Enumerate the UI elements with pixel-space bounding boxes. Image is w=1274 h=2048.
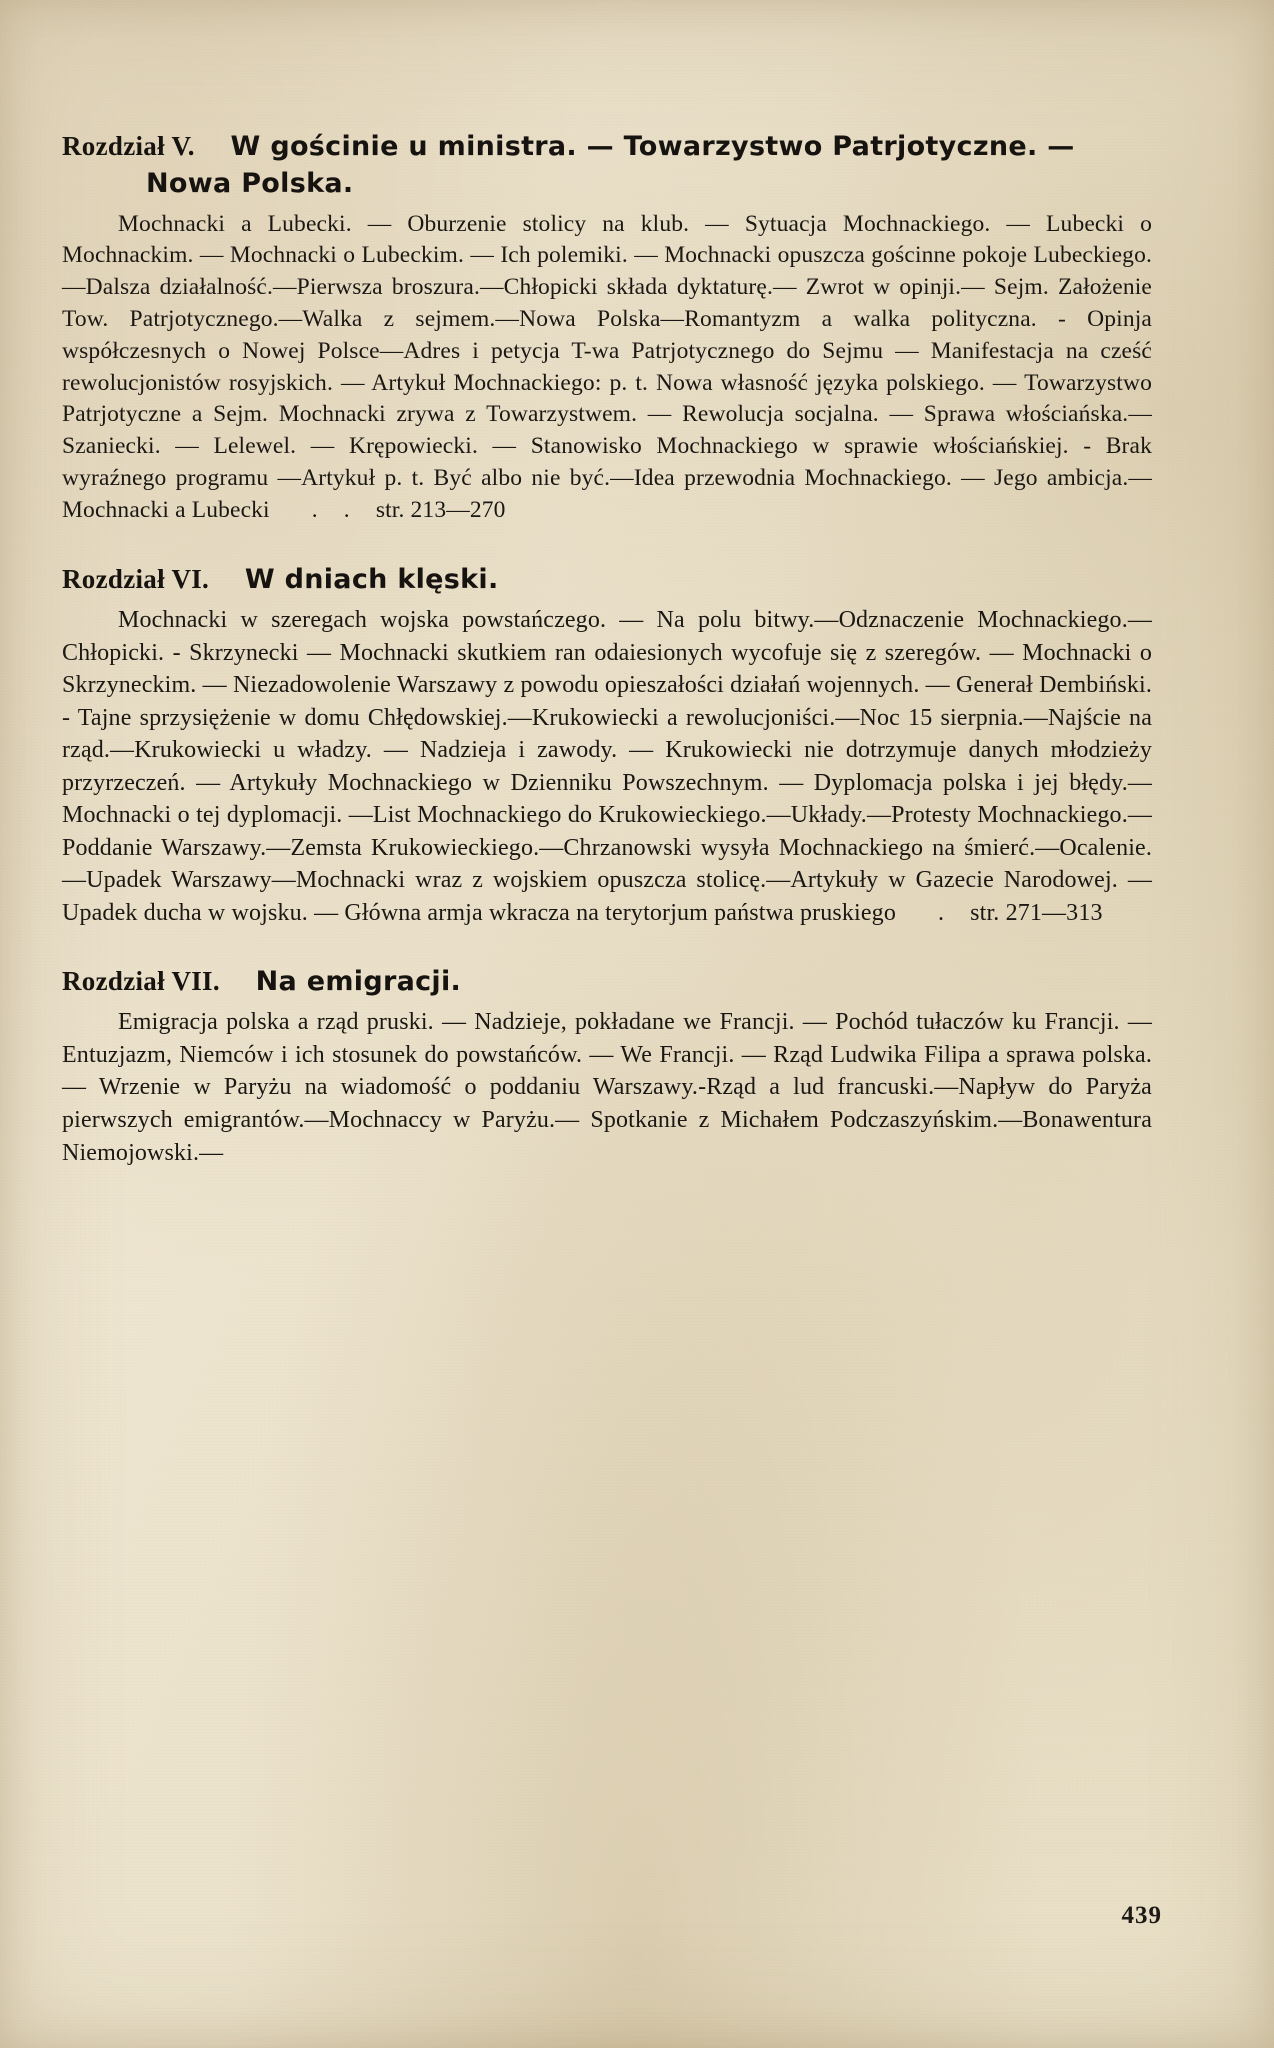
table-of-contents xyxy=(62,128,1152,1203)
chapter-summary-text-7: Emigracja polska a rząd pruski. — Nadzieje, pokładane we Francji. — Pochód tułaczów ku Francji. — Entuzjazm, Niemców i ich stosunek do powstańców. — We Francji. — Rząd Ludwika Filipa a sprawa polska. — Wrzenie w Paryżu na wiadomość o poddaniu Warszawy.-Rząd a lud francuski.—Napływ do Paryża pierwszych emigrantów.—Mochnaccy w Paryżu.— Spotkanie z Michałem Podczaszyńskim.—Bonawentura Niemojowski.— xyxy=(62,1009,1152,1166)
chapter-summary-text-5: Mochnacki a Lubecki. — Oburzenie stolicy na klub. — Sytuacja Mochnackiego. — Lubecki o Mochnackim. — Mochnacki o Lubeckim. — Ich polemiki. — Mochnacki opuszcza gościnne pokoje Lubeckiego.—Dalsza działalność.—Pierwsza broszura.—Chłopicki składa dyktaturę.— Zwrot w opinji.— Sejm. Założenie Tow. Patrjotycznego.—Walka z sejmem.—Nowa Polska—Romantyzm a walka polityczna. - Opinja współczesnych o Nowej Polsce—Adres i petycja T-wa Patrjotycznego do Sejmu — Manifestacja na cześć rewolucjonistów rosyjskich. — Artykuł Mochnackiego: p. t. Nowa własność języka polskiego. — Towarzystwo Patrjotyczne a Sejm. Mochnacki zrywa z Towarzystwem. — Rewolucja socjalna. — Sprawa włościańska.— Szaniecki. — Lelewel. — Krępowiecki. — Stanowisko Mochnackiego w sprawie włościańskiej. - Brak wyraźnego programu —Artykuł p. t. Być albo nie być.—Idea przewodnia Mochnackiego. — Jego ambicja.—Mochnacki a Lubecki xyxy=(62,210,1152,523)
chapter-pages-5: str. 213—270 xyxy=(375,496,506,523)
chapter-heading-7 xyxy=(62,963,1152,1000)
chapter-title-6: W dniach klęski. xyxy=(244,563,499,595)
chapter-title-7: Na emigracji. xyxy=(255,966,462,998)
chapter-summary-7 xyxy=(62,1006,1152,1169)
chapter-number-7: Rozdział VII. xyxy=(62,966,220,997)
chapter-pages-6: str. 271—313 xyxy=(970,899,1103,926)
chapter-heading-5 xyxy=(62,128,1152,203)
chapter-summary-6: Mochnacki w szeregach wojska powstańczego. — Na polu bitwy.—Odznaczenie Mochnackiego.—Chłopicki. - Skrzynecki — Mochnacki skutkiem ran odaiesionych wycofuje się z szeregów. — Mochnacki o Skrzyneckim. — Niezadowolenie Warszawy z powodu opieszałości działań wojennych. — Generał Dembiński. - Tajne sprzysiężenie w domu Chłędowskiej.—Krukowiecki a rewolucjoniści.—Noc 15 sierpnia.—Najście na rząd.—Krukowiecki u władzy. — Nadzieja i zawody. — Krukowiecki nie dotrzymuje danych młodzieży przyrzeczeń. — Artykuły Mochnackiego w Dzienniku Powszechnym. — Dyplomacja polska i jej błędy.— Mochnacki o tej dyplomacji. —List Mochnackiego do Krukowieckiego.—Układy.—Protesty Mochnackiego.—Poddanie Warszawy.—Zemsta Krukowieckiego.—Chrzanowski wysyła Mochnackiego na śmierć.—Ocalenie.—Upadek Warszawy—Mochnacki wraz z wojskiem opuszcza stolicę.—Artykuły w Gazecie Narodowej. — Upadek ducha w wojsku. — Główna armja wkracza na terytorjum państwa pruskiego . str. 271—313 xyxy=(62,607,1152,926)
chapter-title-5: W gościnie u ministra. — Towarzystwo Patrjotyczne. — Nowa Polska. xyxy=(146,131,1075,200)
page-number: 439 xyxy=(1121,1902,1162,1929)
chapter-entry-5 xyxy=(62,128,1152,527)
chapter-heading-6 xyxy=(62,561,1152,598)
chapter-entry-7 xyxy=(62,963,1152,1169)
chapter-number-6: Rozdział VI. xyxy=(62,563,210,594)
chapter-summary-text-6: Mochnacki w szeregach wojska powstańczego. — Na polu bitwy.—Odznaczenie Mochnackiego.—Chłopicki. - Skrzynecki — Mochnacki skutkiem ran odaiesionych wycofuje się z szeregów. — Mochnacki o Skrzyneckim. — Niezadowolenie Warszawy z powodu opieszałości działań wojennych. — Generał Dembiński. - Tajne sprzysiężenie w domu Chłędowskiej.—Krukowiecki a rewolucjoniści.—Noc 15 sierpnia.—Najście na rząd.—Krukowiecki u władzy. — Nadzieja i zawody. — Krukowiecki nie dotrzymuje danych młodzieży przyrzeczeń. — Artykuły Mochnackiego w Dzienniku Powszechnym. — Dyplomacja polska i jej błędy.— Mochnacki o tej dyplomacji. —List Mochnackiego do Krukowieckiego.—Układy.—Protesty Mochnackiego.—Poddanie Warszawy.—Zemsta Krukowieckiego.—Chrzanowski wysyła Mochnackiego na śmierć.—Ocalenie.—Upadek Warszawy—Mochnacki wraz z wojskiem opuszcza stolicę.—Artykuły w Gazecie Narodowej. — Upadek ducha w wojsku. — Główna armja wkracza na terytorjum państwa pruskiego xyxy=(62,607,1152,926)
chapter-number-5: Rozdział V. xyxy=(62,131,195,161)
chapter-entry-6 xyxy=(62,561,1152,929)
chapter-summary-5: Mochnacki a Lubecki. — Oburzenie stolicy na klub. — Sytuacja Mochnackiego. — Lubecki o Mochnackim. — Mochnacki o Lubeckim. — Ich polemiki. — Mochnacki opuszcza gościnne pokoje Lubeckiego.—Dalsza działalność.—Pierwsza broszura.—Chłopicki składa dyktaturę.— Zwrot w opinji.— Sejm. Założenie Tow. Patrjotycznego.—Walka z sejmem.—Nowa Polska—Romantyzm a walka polityczna. - Opinja współczesnych o Nowej Polsce—Adres i petycja T-wa Patrjotycznego do Sejmu — Manifestacja na cześć rewolucjonistów rosyjskich. — Artykuł Mochnackiego: p. t. Nowa własność języka polskiego. — Towarzystwo Patrjotyczne a Sejm. Mochnacki zrywa z Towarzystwem. — Rewolucja socjalna. — Sprawa włościańska.— Szaniecki. — Lelewel. — Krępowiecki. — Stanowisko Mochnackiego w sprawie włościańskiej. - Brak wyraźnego programu —Artykuł p. t. Być albo nie być.—Idea przewodnia Mochnackiego. — Jego ambicja.—Mochnacki a Lubecki . . str. 213—270 xyxy=(62,210,1152,523)
